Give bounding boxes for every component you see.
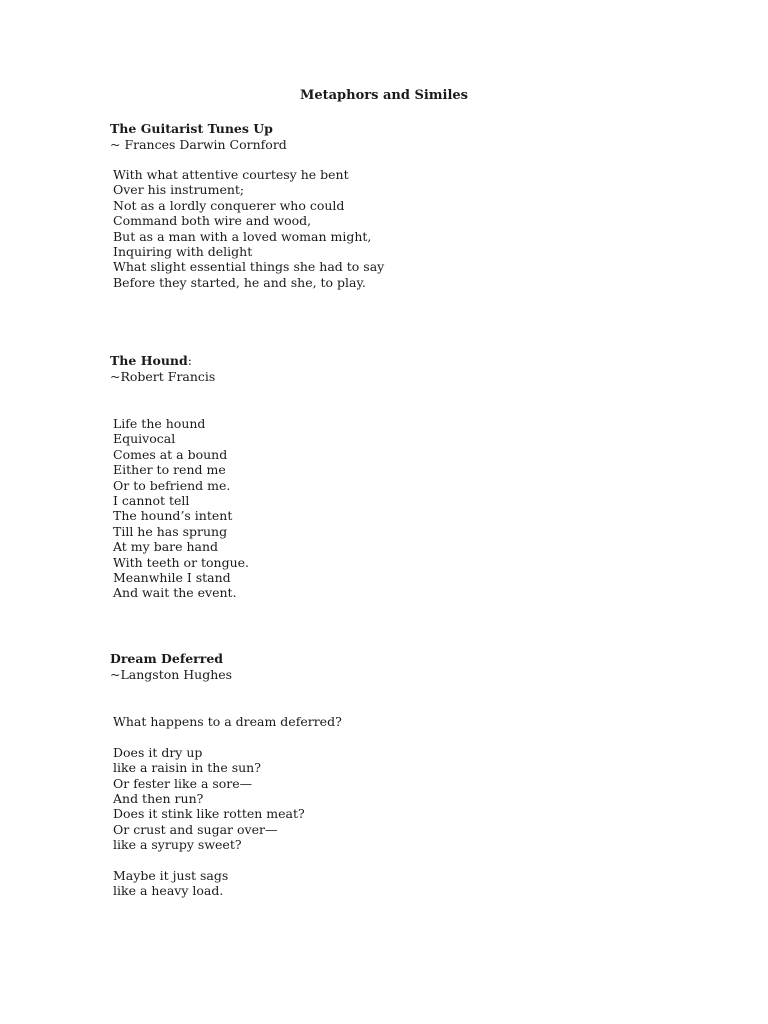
poem-line: Or fester like a sore—: [113, 775, 253, 791]
poem-line: Either to rend me: [113, 462, 226, 478]
poem-line: Or crust and sugar over—: [113, 821, 278, 837]
poem-guitarist-tunes-up: [110, 121, 670, 290]
poem-line: At my bare hand: [113, 539, 219, 555]
poem-line: What happens to a dream deferred?: [113, 714, 342, 729]
poem-line: Does it stink like rotten meat?: [113, 806, 305, 822]
poem-line: Maybe it just sags: [113, 868, 229, 884]
poem-line: like a heavy load.: [113, 883, 224, 899]
poem-title: [110, 121, 670, 137]
poem-line: Command both wire and wood,: [113, 213, 312, 229]
poem-line: Not as a lordly conquerer who could: [113, 197, 345, 213]
poem-author: ~Robert Francis: [110, 369, 216, 384]
document-title: Metaphors and Similes: [299, 88, 469, 103]
poem-line: Till he has sprung: [113, 523, 228, 539]
poem-line: like a syrupy sweet?: [113, 837, 242, 853]
poem-author: ~ Frances Darwin Cornford: [110, 137, 287, 152]
poem-line: Equivocal: [113, 431, 176, 447]
poem-body: [113, 416, 670, 601]
poem-line: Or to befriend me.: [113, 477, 231, 493]
poem-title-text: The Hound: [110, 353, 188, 368]
poem-title-suffix: :: [187, 353, 192, 368]
poem-line: Meanwhile I stand: [113, 570, 231, 586]
poem-line: And wait the event.: [113, 585, 237, 601]
poem-line: Before they started, he and she, to play.: [113, 274, 366, 290]
poem-line: With what attentive courtesy he bent: [113, 167, 349, 182]
poem-body: [113, 714, 670, 899]
poem-line: I cannot tell: [113, 493, 190, 509]
poem-line: like a raisin in the sun?: [113, 760, 261, 776]
poem-line: Life the hound: [113, 416, 206, 431]
poem-the-hound: [110, 353, 670, 601]
poem-line: And then run?: [113, 791, 204, 807]
poem-author: ~Langston Hughes: [110, 667, 233, 682]
poem-dream-deferred: [110, 651, 670, 899]
poem-title: [110, 353, 670, 369]
poem-line: With teeth or tongue.: [113, 554, 250, 570]
poem-title: [110, 651, 670, 667]
poem-body: [113, 167, 670, 290]
stanza-break: [113, 853, 670, 868]
poem-line: But as a man with a loved woman might,: [113, 228, 372, 244]
poem-line: Does it dry up: [113, 744, 203, 760]
stanza-break: [113, 729, 670, 744]
poem-line: Over his instrument;: [113, 182, 245, 198]
poem-line: Comes at a bound: [113, 446, 228, 462]
poem-line: What slight essential things she had to say: [113, 259, 385, 275]
poem-line: Inquiring with delight: [113, 244, 253, 260]
poem-title-text: Dream Deferred: [110, 651, 224, 666]
poem-title-text: The Guitarist Tunes Up: [110, 121, 273, 136]
poem-line: The hound’s intent: [113, 508, 233, 524]
